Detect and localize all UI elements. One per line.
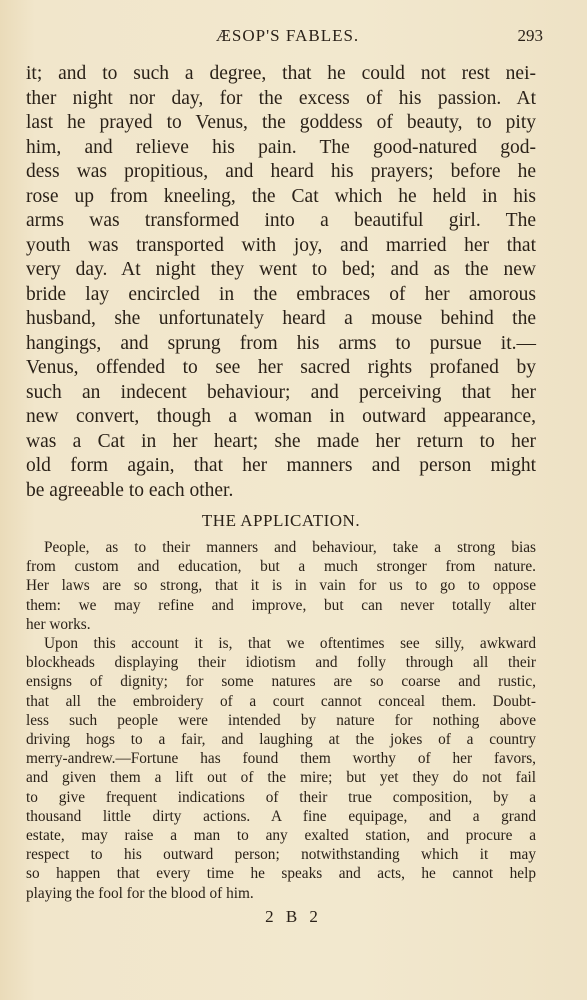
- text-line: old form again, that her manners and person might: [26, 455, 536, 476]
- page-number: 293: [517, 26, 543, 45]
- text-line: respect to his outward person; notwithstanding which it may: [26, 846, 536, 864]
- fable-text: [26, 62, 536, 503]
- text-line: ther night nor day, for the excess of his passion. At: [26, 87, 536, 109]
- text-line: People, as to their manners and behaviour, take a strong bias: [44, 539, 536, 556]
- text-line: estate, may raise a man to any exalted station, and procure a: [26, 827, 536, 845]
- text-line: bride lay encircled in the embraces of her amorous: [26, 283, 536, 305]
- text-line: arms was transformed into a beautiful girl. The: [26, 210, 536, 231]
- text-line: husband, she unfortunately heard a mouse behind the: [26, 308, 536, 329]
- text-line: merry-andrew.—Fortune has found them worthy of her favors,: [26, 750, 536, 768]
- text-line: blockheads displaying their idiotism and folly through all their: [26, 654, 536, 672]
- text-line: them: we may refine and improve, but can never totally alter: [26, 596, 536, 614]
- text-line: to give frequent indications of their true composition, by a: [26, 788, 536, 806]
- application-text: [26, 538, 536, 903]
- text-line: it; and to such a degree, that he could not rest nei-: [26, 63, 536, 84]
- text-line: was a Cat in her heart; she made her return to her: [26, 430, 536, 452]
- text-line: playing the fool for the blood of him.: [26, 884, 254, 902]
- text-line: Upon this account it is, that we oftentimes see silly, awkward: [44, 635, 536, 653]
- text-line: new convert, though a woman in outward appearance,: [26, 406, 536, 427]
- text-line: be agreeable to each other.: [26, 479, 234, 501]
- text-line: from custom and education, but a much stronger from nature.: [26, 558, 536, 576]
- text-line: her works.: [26, 615, 91, 633]
- text-line: thousand little dirty actions. A fine equipage, and a grand: [26, 807, 536, 825]
- page-header: [32, 24, 543, 48]
- text-line: youth was transported with joy, and married her that: [26, 234, 536, 256]
- text-line: rose up from kneeling, the Cat which he held in his: [26, 185, 536, 207]
- text-line: driving hogs to a fair, and laughing at the jokes of a country: [26, 731, 536, 749]
- text-line: so happen that every time he speaks and acts, he cannot help: [26, 865, 536, 883]
- text-line: dess was propitious, and heard his prayers; before he: [26, 161, 536, 182]
- text-line: such an indecent behaviour; and perceiving that her: [26, 381, 536, 403]
- text-line: him, and relieve his pain. The good-natured god-: [26, 136, 536, 158]
- signature-mark: 2 B 2: [265, 907, 322, 926]
- text-line: hangings, and sprung from his arms to pursue it.—: [26, 332, 536, 354]
- text-line: Her laws are so strong, that it is in vain for us to go to oppose: [26, 577, 536, 595]
- text-line: that all the embroidery of a court cannot conceal them. Doubt-: [26, 692, 536, 710]
- running-head: ÆSOP'S FABLES.: [215, 26, 360, 45]
- text-line: less such people were intended by nature for nothing above: [26, 711, 536, 729]
- text-line: very day. At night they went to bed; and as the new: [26, 259, 536, 280]
- application-heading: THE APPLICATION.: [201, 511, 361, 530]
- text-line: Venus, offended to see her sacred rights profaned by: [26, 357, 536, 378]
- text-line: and given them a lift out of the mire; but yet they do not fail: [26, 769, 536, 787]
- text-line: ensigns of dignity; for some natures are so coarse and rustic,: [26, 673, 536, 691]
- text-line: last he prayed to Venus, the goddess of beauty, to pity: [26, 112, 536, 133]
